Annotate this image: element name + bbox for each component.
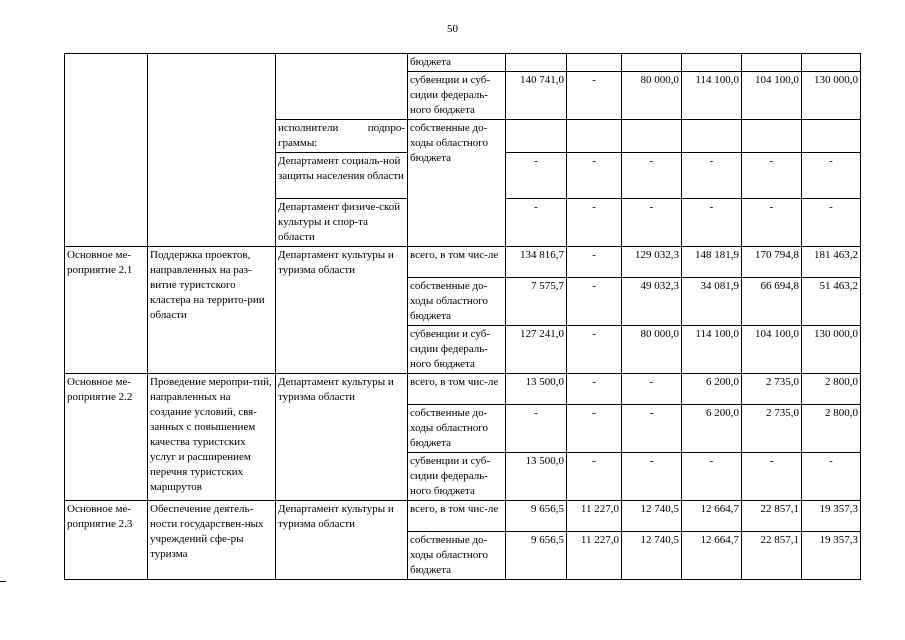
- value-cell: -: [506, 405, 567, 453]
- value-cell: [506, 54, 567, 72]
- value-cell: [682, 120, 742, 153]
- value-cell: [742, 54, 802, 72]
- empty-cell: [276, 54, 408, 120]
- value-cell: 114 100,0: [682, 326, 742, 374]
- value-cell: -: [506, 199, 567, 247]
- activity-name: Обеспечение деятель-ности государствен-ных учреждений сфе-ры туризма: [148, 501, 276, 580]
- source-cell: бюджета: [408, 54, 506, 72]
- value-cell: -: [567, 153, 622, 199]
- value-cell: -: [567, 278, 622, 326]
- value-cell: -: [506, 153, 567, 199]
- value-cell: 130 000,0: [802, 72, 861, 120]
- value-cell: -: [567, 405, 622, 453]
- value-cell: 7 575,7: [506, 278, 567, 326]
- value-cell: [802, 54, 861, 72]
- value-cell: 9 656,5: [506, 501, 567, 532]
- value-cell: [622, 54, 682, 72]
- margin-mark: [0, 581, 6, 582]
- value-cell: 19 357,3: [802, 532, 861, 580]
- value-cell: 12 664,7: [682, 501, 742, 532]
- empty-cell: [148, 54, 276, 247]
- value-cell: -: [622, 153, 682, 199]
- value-cell: [567, 120, 622, 153]
- source-cell: собственные до-ходы областного бюджета: [408, 120, 506, 247]
- value-cell: 13 500,0: [506, 374, 567, 405]
- value-cell: -: [567, 247, 622, 278]
- source-cell: всего, в том чис-ле: [408, 501, 506, 532]
- value-cell: 12 664,7: [682, 532, 742, 580]
- activity-name: Поддержка проектов, направленных на раз-витие туристского кластера на террито-рии области: [148, 247, 276, 374]
- value-cell: 13 500,0: [506, 453, 567, 501]
- value-cell: 127 241,0: [506, 326, 567, 374]
- executor-cell: Департамент социаль-ной защиты населения области: [276, 153, 408, 199]
- value-cell: 129 032,3: [622, 247, 682, 278]
- activity-code: Основное ме-роприятие 2.1: [65, 247, 148, 374]
- value-cell: 12 740,5: [622, 501, 682, 532]
- value-cell: -: [622, 374, 682, 405]
- value-cell: -: [742, 453, 802, 501]
- value-cell: [802, 120, 861, 153]
- value-cell: 2 735,0: [742, 405, 802, 453]
- value-cell: [506, 120, 567, 153]
- value-cell: -: [802, 453, 861, 501]
- executors-label: исполнители подпро-граммы:: [276, 120, 408, 153]
- source-cell: субвенции и суб-сидии федераль-ного бюджета: [408, 453, 506, 501]
- value-cell: 9 656,5: [506, 532, 567, 580]
- value-cell: 22 857,1: [742, 532, 802, 580]
- value-cell: 11 227,0: [567, 501, 622, 532]
- source-cell: собственные до-ходы областного бюджета: [408, 278, 506, 326]
- source-cell: всего, в том чис-ле: [408, 374, 506, 405]
- value-cell: 134 816,7: [506, 247, 567, 278]
- value-cell: 104 100,0: [742, 326, 802, 374]
- value-cell: -: [622, 405, 682, 453]
- value-cell: 2 800,0: [802, 374, 861, 405]
- value-cell: 181 463,2: [802, 247, 861, 278]
- table-row: [65, 54, 861, 72]
- page-number: 50: [447, 23, 458, 35]
- value-cell: 34 081,9: [682, 278, 742, 326]
- value-cell: 148 181,9: [682, 247, 742, 278]
- value-cell: -: [802, 199, 861, 247]
- source-cell: собственные до-ходы областного бюджета: [408, 532, 506, 580]
- activity-executor: Департамент культуры и туризма области: [276, 501, 408, 580]
- value-cell: 2 735,0: [742, 374, 802, 405]
- value-cell: -: [742, 153, 802, 199]
- activity-name: Проведение меропри-тий, направленных на создание условий, свя-занных с повышением качества туристских услуг и расширением перечня туристских маршрутов: [148, 374, 276, 501]
- value-cell: 80 000,0: [622, 72, 682, 120]
- value-cell: [622, 120, 682, 153]
- value-cell: 170 794,8: [742, 247, 802, 278]
- value-cell: 19 357,3: [802, 501, 861, 532]
- value-cell: 140 741,0: [506, 72, 567, 120]
- value-cell: 51 463,2: [802, 278, 861, 326]
- value-cell: -: [682, 153, 742, 199]
- activity-code: Основное ме-роприятие 2.3: [65, 501, 148, 580]
- value-cell: -: [567, 453, 622, 501]
- value-cell: -: [567, 326, 622, 374]
- value-cell: 114 100,0: [682, 72, 742, 120]
- value-cell: 49 032,3: [622, 278, 682, 326]
- activity-executor: Департамент культуры и туризма области: [276, 247, 408, 374]
- value-cell: -: [567, 374, 622, 405]
- value-cell: 80 000,0: [622, 326, 682, 374]
- table-body: [65, 54, 861, 580]
- activity-code: Основное ме-роприятие 2.2: [65, 374, 148, 501]
- value-cell: -: [567, 199, 622, 247]
- source-cell: всего, в том чис-ле: [408, 247, 506, 278]
- source-cell: собственные до-ходы областного бюджета: [408, 405, 506, 453]
- value-cell: 104 100,0: [742, 72, 802, 120]
- value-cell: [682, 54, 742, 72]
- table-row: [65, 501, 861, 532]
- executor-cell: Департамент физиче-ской культуры и спор-та области: [276, 199, 408, 247]
- value-cell: 6 200,0: [682, 405, 742, 453]
- value-cell: -: [622, 453, 682, 501]
- source-cell: субвенции и суб-сидии федераль-ного бюджета: [408, 72, 506, 120]
- table-row: [65, 247, 861, 278]
- value-cell: 66 694,8: [742, 278, 802, 326]
- financing-table: [64, 53, 861, 580]
- value-cell: -: [567, 72, 622, 120]
- value-cell: 12 740,5: [622, 532, 682, 580]
- value-cell: -: [682, 199, 742, 247]
- value-cell: -: [802, 153, 861, 199]
- value-cell: 6 200,0: [682, 374, 742, 405]
- empty-cell: [65, 54, 148, 247]
- source-cell: субвенции и суб-сидии федераль-ного бюджета: [408, 326, 506, 374]
- value-cell: 11 227,0: [567, 532, 622, 580]
- value-cell: 2 800,0: [802, 405, 861, 453]
- value-cell: [742, 120, 802, 153]
- value-cell: 22 857,1: [742, 501, 802, 532]
- value-cell: 130 000,0: [802, 326, 861, 374]
- value-cell: -: [742, 199, 802, 247]
- value-cell: -: [682, 453, 742, 501]
- value-cell: [567, 54, 622, 72]
- table-row: [65, 374, 861, 405]
- activity-executor: Департамент культуры и туризма области: [276, 374, 408, 501]
- value-cell: -: [622, 199, 682, 247]
